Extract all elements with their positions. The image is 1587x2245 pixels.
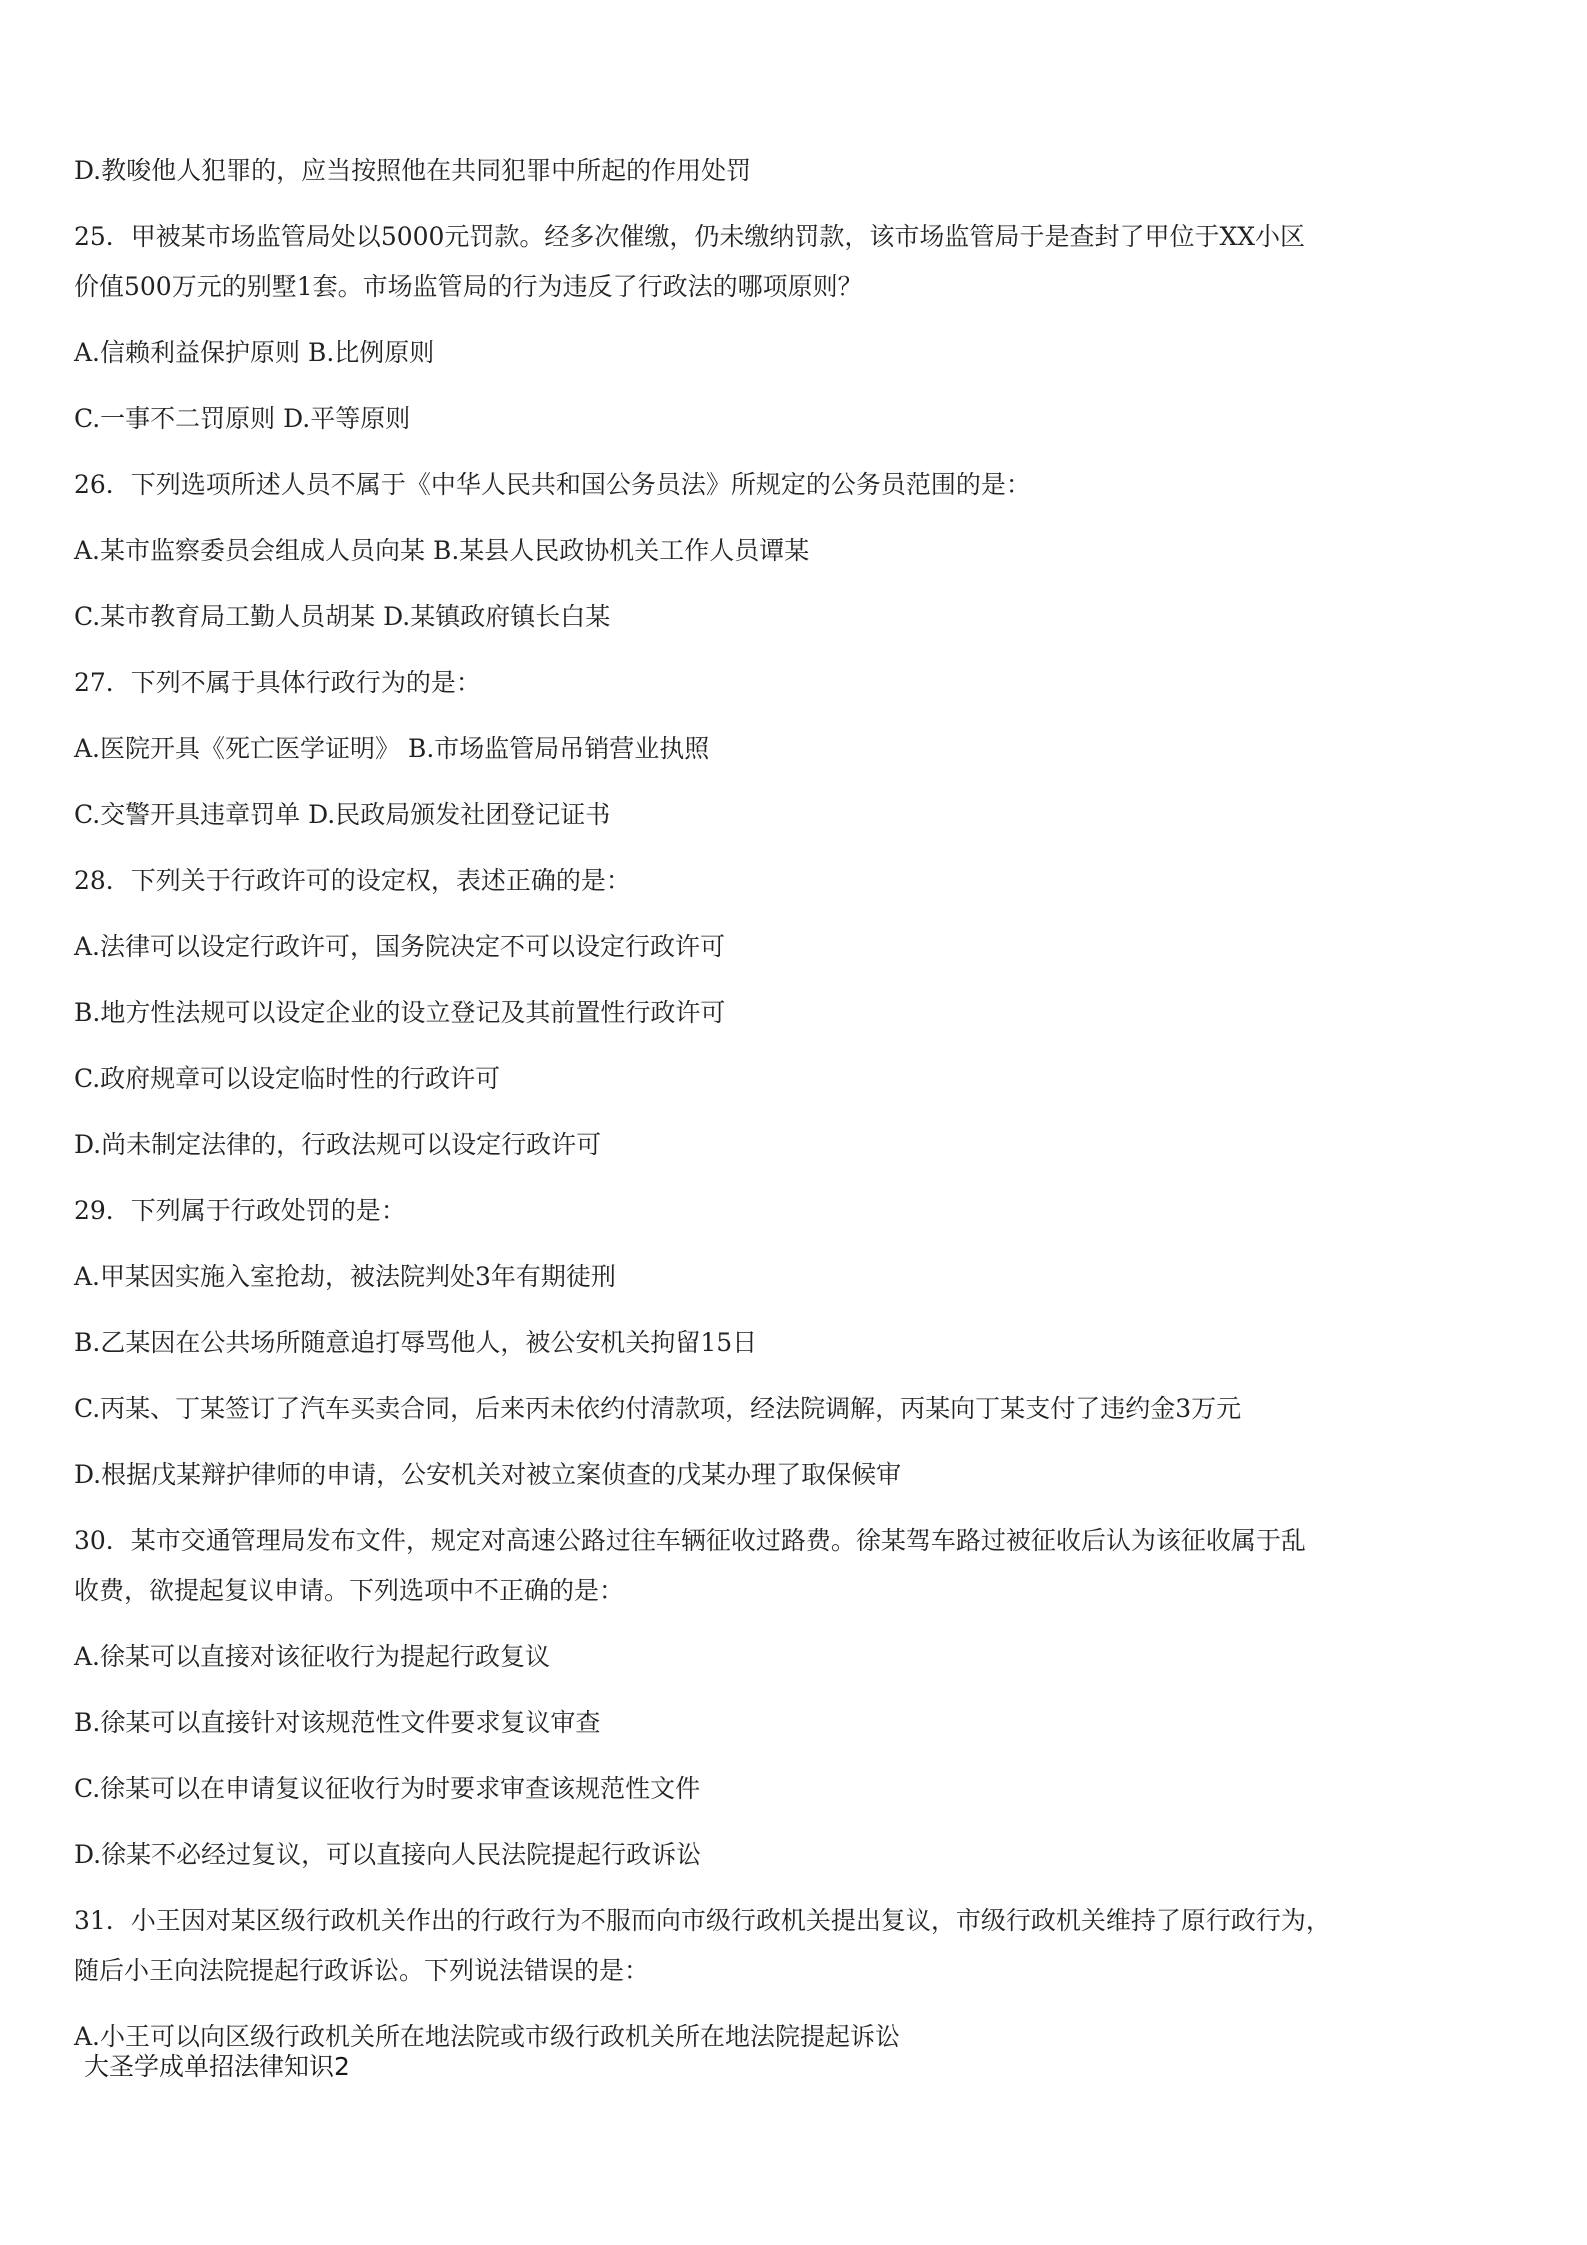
option-line: D.徐某不必经过复议，可以直接向人民法院提起行政诉讼	[74, 1840, 702, 1869]
question-26: 26．下列选项所述人员不属于《中华人民共和国公务员法》所规定的公务员范围的是：	[74, 470, 1031, 499]
option-line: A.徐某可以直接对该征收行为提起行政复议	[74, 1642, 551, 1671]
question-30-line-1: 30．某市交通管理局发布文件，规定对高速公路过往车辆征收过路费。徐某驾车路过被征收后认为该征收属于乱	[74, 1526, 1306, 1555]
question-28: 28．下列关于行政许可的设定权，表述正确的是：	[74, 866, 631, 895]
option-line: A.信赖利益保护原则 B.比例原则	[74, 338, 435, 367]
option-line: C.徐某可以在申请复议征收行为时要求审查该规范性文件	[74, 1774, 701, 1803]
question-30-line-2: 收费，欲提起复议申请。下列选项中不正确的是：	[74, 1576, 625, 1605]
option-line: C.交警开具违章罚单 D.民政局颁发社团登记证书	[74, 800, 611, 829]
question-25-line-1: 25．甲被某市场监管局处以5000元罚款。经多次催缴，仍未缴纳罚款，该市场监管局于是查封了甲位于XX小区	[74, 222, 1306, 251]
option-line: D.根据戊某辩护律师的申请，公安机关对被立案侦查的戊某办理了取保候审	[74, 1460, 902, 1489]
option-line: C.某市教育局工勤人员胡某 D.某镇政府镇长白某	[74, 602, 611, 631]
option-line: D.尚未制定法律的，行政法规可以设定行政许可	[74, 1130, 602, 1159]
text-line: D.教唆他人犯罪的，应当按照他在共同犯罪中所起的作用处罚	[74, 156, 752, 185]
question-29: 29．下列属于行政处罚的是：	[74, 1196, 406, 1225]
option-line: A.法律可以设定行政许可，国务院决定不可以设定行政许可	[74, 932, 726, 961]
option-line: A.甲某因实施入室抢劫，被法院判处3年有期徒刑	[74, 1262, 616, 1291]
option-line: A.某市监察委员会组成人员向某 B.某县人民政协机关工作人员谭某	[74, 536, 810, 565]
option-line: B.地方性法规可以设定企业的设立登记及其前置性行政许可	[74, 998, 726, 1027]
question-31-line-2: 随后小王向法院提起行政诉讼。下列说法错误的是：	[74, 1956, 650, 1985]
question-25-line-2: 价值500万元的别墅1套。市场监管局的行为违反了行政法的哪项原则？	[74, 272, 863, 301]
option-line: A.小王可以向区级行政机关所在地法院或市级行政机关所在地法院提起诉讼	[74, 2022, 901, 2051]
question-27: 27．下列不属于具体行政行为的是：	[74, 668, 481, 697]
page-footer: 大圣学成单招法律知识2	[84, 2052, 350, 2081]
option-line: C.一事不二罚原则 D.平等原则	[74, 404, 411, 433]
option-line: B.徐某可以直接针对该规范性文件要求复议审查	[74, 1708, 601, 1737]
question-31-line-1: 31．小王因对某区级行政机关作出的行政行为不服而向市级行政机关提出复议，市级行政机关维持了原行政行为，	[74, 1906, 1331, 1935]
option-line: C.政府规章可以设定临时性的行政许可	[74, 1064, 501, 1093]
option-line: B.乙某因在公共场所随意追打辱骂他人，被公安机关拘留15日	[74, 1328, 758, 1357]
option-line: A.医院开具《死亡医学证明》 B.市场监管局吊销营业执照	[74, 734, 710, 763]
option-line: C.丙某、丁某签订了汽车买卖合同，后来丙未依约付清款项，经法院调解，丙某向丁某支付了违约金3万元	[74, 1394, 1242, 1423]
document-body	[74, 146, 1514, 2078]
